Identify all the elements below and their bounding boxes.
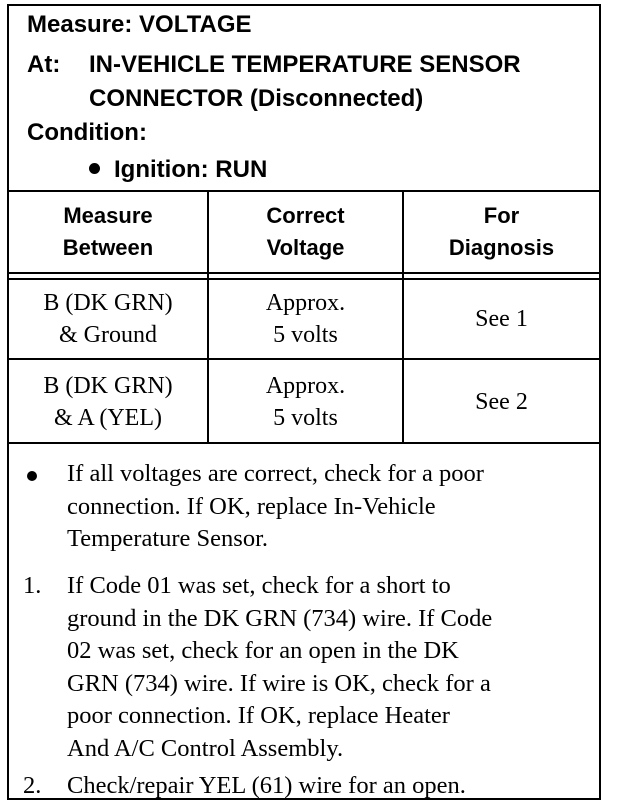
table-cell-diagnosis: See 1	[475, 306, 528, 332]
at-location-line2: CONNECTOR (Disconnected)	[89, 85, 424, 112]
bullet-icon	[27, 471, 37, 481]
column-header-for-diagnosis: For Diagnosis	[448, 203, 555, 260]
test-header	[9, 6, 599, 190]
condition-label: Condition:	[27, 119, 147, 146]
table-cell-between: B (DK GRN) & Ground	[43, 290, 173, 348]
diagnostic-notes: If all voltages are correct, check for a poor connection. If OK, replace In-Vehicle Temperature Sensor. 1. If Code 01 was set, check for a short to ground in the DK GRN (734) wire. If Code 02 was set, check for an open in the DK GRN (734) wire. If wire is OK, check for a poor connection. If OK, replace Heater And A/C Control Assembly. 2. Check/repair YEL (61) wire for an open.	[9, 442, 599, 800]
table-cell-voltage: Approx. 5 volts	[265, 373, 346, 431]
condition-item	[89, 156, 267, 184]
table-cell-voltage: Approx. 5 volts	[265, 290, 346, 348]
measure-value: VOLTAGE	[139, 11, 252, 38]
header-rule	[9, 272, 599, 274]
measure-line	[27, 11, 252, 39]
at-label: At:	[27, 51, 61, 78]
note-number: 1.	[23, 572, 42, 599]
table-cell-between: B (DK GRN) & A (YEL)	[43, 373, 173, 431]
at-location-line1: IN-VEHICLE TEMPERATURE SENSOR	[89, 51, 521, 78]
table-cell-diagnosis: See 2	[475, 389, 528, 415]
condition-item-text: Ignition: RUN	[114, 156, 268, 183]
measure-label: Measure:	[27, 11, 133, 38]
note-number: 2.	[23, 772, 42, 799]
voltage-table	[9, 190, 599, 444]
diagnostic-card	[7, 4, 601, 800]
bullet-icon	[89, 163, 100, 174]
column-header-measure-between: Measure Between	[62, 203, 154, 260]
column-header-correct-voltage: Correct Voltage	[266, 203, 345, 260]
